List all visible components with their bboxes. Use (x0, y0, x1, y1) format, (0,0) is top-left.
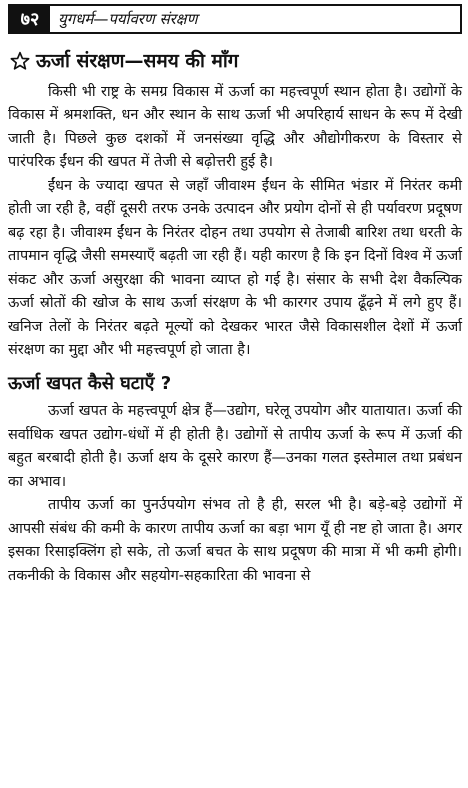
paragraph: ईंधन के ज्यादा खपत से जहाँ जीवाश्म ईंधन के सीमित भंडार में निरंतर कमी होती जा रही है, वहीं दूसरी तरफ उनके उत्पादन और प्रयोग दोनों से ही पर्यावरण प्रदूषण बढ़ रहा है। जीवाश्म ईंधन के निरंतर दोहन तथा उपयोग से तेजाबी बारिश तथा धरती के तापमान वृद्धि जैसी समस्याएँ बढ़ती जा रही हैं। यही कारण है कि इन दिनों विश्व में ऊर्जा संकट और ऊर्जा असुरक्षा की भावना व्याप्त हो गई है। संसार के सभी देश वैकल्पिक ऊर्जा स्रोतों की खोज के साथ ऊर्जा संरक्षण के भी कारगर उपाय ढूँढ़ने में लगे हुए हैं। खनिज तेलों के निरंतर बढ़ते मूल्यों को देखकर भारत जैसे विकासशील देशों में ऊर्जा संरक्षण का मुद्दा और भी महत्त्वपूर्ण हो जाता है। (8, 177, 462, 359)
book-page (0, 4, 468, 788)
page-header (8, 4, 462, 34)
paragraph: किसी भी राष्ट्र के समग्र विकास में ऊर्जा का महत्त्वपूर्ण स्थान होता है। उद्योगों के विकास में श्रमशक्ति, धन और स्थान के साथ ऊर्जा भी अपरिहार्य साधन के रूप में देखी जाती है। पिछले कुछ दशकों में जनसंख्या वृद्धि और औद्योगीकरण के विस्तार से पारंपरिक ईंधन की खपत में तेजी से बढ़ोत्तरी हुई है। (8, 83, 462, 171)
chapter-title: ऊर्जा संरक्षण—समय की माँग (36, 50, 239, 72)
section-heading: ऊर्जा खपत कैसे घटाएँ ? (8, 372, 172, 394)
paragraph: तापीय ऊर्जा का पुनर्उपयोग संभव तो है ही, सरल भी है। बड़े-बड़े उद्योगों में आपसी संबंध की कमी के कारण तापीय ऊर्जा का बड़ा भाग यूँ ही नष्ट हो जाता है। अगर इसका रिसाइक्लिंग हो सके, तो ऊर्जा बचत के साथ प्रदूषण की मात्रा में भी कमी होगी। तकनीकी के विकास और सहयोग-सहकारिता की भावना से (8, 497, 462, 584)
chapter-title-row (8, 50, 462, 73)
running-title: युगधर्म—पर्यावरण संरक्षण (58, 10, 198, 28)
star-outline-icon (10, 51, 30, 71)
paragraph: ऊर्जा खपत के महत्त्वपूर्ण क्षेत्र हैं—उद्योग, घरेलू उपयोग और यातायात। ऊर्जा की सर्वाधिक खपत उद्योग-धंधों में ही होती है। उद्योगों से तापीय ऊर्जा के रूप में ऊर्जा की बहुत बरबादी होती है। ऊर्जा क्षय के दूसरे कारण हैं—उनका गलत इस्तेमाल तथा प्रबंधन का अभाव। (8, 403, 462, 490)
page-number: ७२ (10, 6, 50, 32)
